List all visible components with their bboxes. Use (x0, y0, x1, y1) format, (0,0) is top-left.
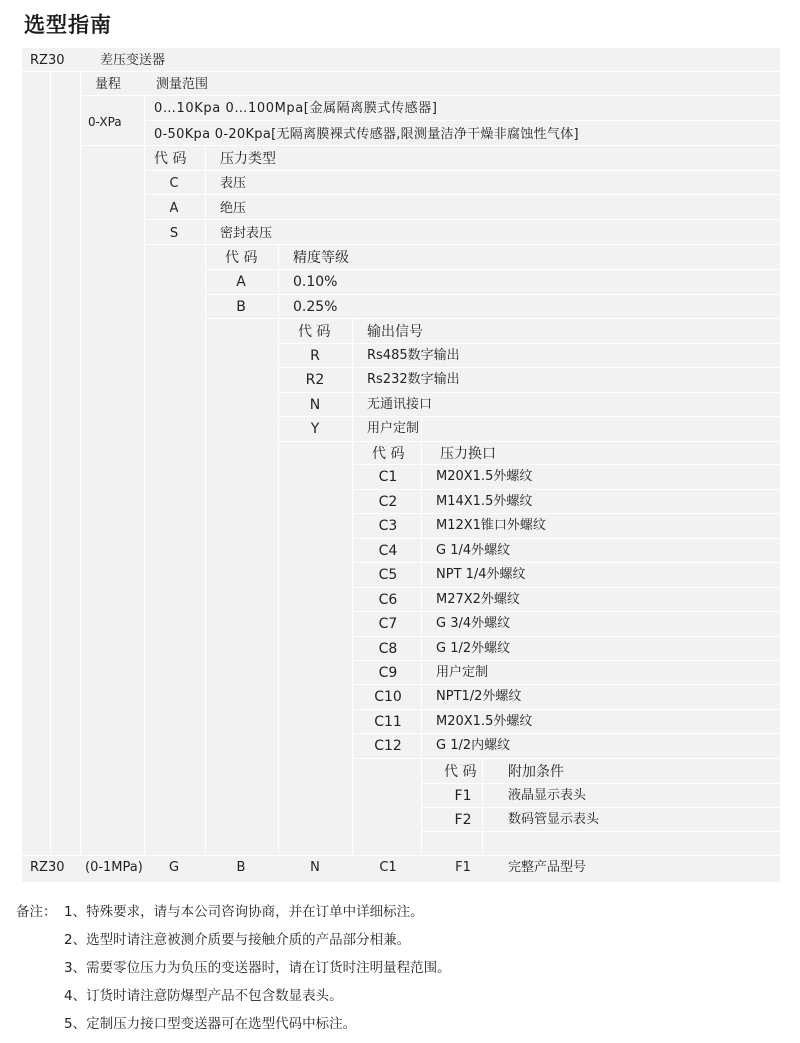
accuracy-header-code: 代 码 (225, 250, 258, 266)
connection-code: C6 (378, 592, 398, 608)
note-item: 1、特殊要求，请与本公司咨询协商，并在订单中详细标注。 (64, 904, 424, 920)
output-code: N (309, 397, 321, 413)
connection-code: C8 (378, 641, 398, 657)
example-output: N (310, 860, 320, 875)
pressure-type-label: 表压 (220, 176, 247, 191)
connection-code: C10 (374, 689, 402, 705)
connection-header-desc: 压力换口 (440, 446, 496, 462)
example-connection: C1 (379, 860, 397, 875)
connection-code: C7 (378, 616, 398, 632)
connection-label: M14X1.5外螺纹 (436, 494, 533, 509)
selection-table (22, 48, 780, 882)
connection-header-code: 代 码 (372, 446, 405, 462)
connection-label: M12X1锥口外螺纹 (436, 518, 546, 533)
range-item: 0-50Kpa 0-20Kpa[无隔离膜裸式传感器,限测量洁净干燥非腐蚀性气体] (154, 127, 579, 142)
connection-code: C5 (378, 567, 398, 583)
connection-label: G 1/4外螺纹 (436, 543, 511, 558)
pressure-type-code: S (169, 226, 179, 241)
connection-code: C12 (374, 738, 402, 754)
pressure-type-header-code: 代 码 (154, 151, 187, 167)
note-item: 4、订货时请注意防爆型产品不包含数显表头。 (64, 988, 343, 1004)
extra-code: F1 (454, 788, 472, 804)
product-name: 差压变送器 (100, 53, 166, 68)
output-label: Rs485数字输出 (367, 348, 460, 363)
product-code: RZ30 (30, 53, 65, 68)
output-code: Y (310, 421, 320, 437)
connection-label: 用户定制 (436, 665, 489, 680)
range-header-desc: 测量范围 (156, 77, 209, 92)
range-code: 0-XPa (88, 115, 122, 129)
connection-label: M20X1.5外螺纹 (436, 714, 533, 729)
connection-label: G 3/4外螺纹 (436, 616, 511, 631)
notes-label: 备注： (16, 904, 57, 920)
output-code: R (310, 348, 320, 364)
accuracy-code: B (236, 299, 246, 315)
output-label: Rs232数字输出 (367, 372, 460, 387)
example-extra: F1 (455, 860, 471, 875)
extra-label: 液晶显示表头 (508, 788, 587, 803)
output-label: 用户定制 (367, 421, 420, 436)
accuracy-label: 0.25% (293, 299, 338, 315)
pressure-type-code: C (169, 176, 179, 191)
accuracy-label: 0.10% (293, 274, 338, 290)
connection-code: C1 (378, 469, 398, 485)
connection-label: M27X2外螺纹 (436, 592, 520, 607)
example-full-model-label: 完整产品型号 (508, 860, 587, 875)
connection-label: NPT 1/4外螺纹 (436, 567, 526, 582)
output-header-desc: 输出信号 (367, 324, 423, 340)
note-item: 2、选型时请注意被测介质要与接触介质的产品部分相兼。 (64, 932, 411, 948)
example-product-code: RZ30 (30, 860, 65, 875)
connection-code: C3 (378, 518, 398, 534)
pressure-type-label: 密封表压 (220, 226, 273, 241)
page-title: 选型指南 (24, 13, 112, 37)
accuracy-header-desc: 精度等级 (293, 250, 349, 266)
pressure-type-label: 绝压 (220, 201, 247, 216)
accuracy-code: A (236, 274, 246, 290)
pressure-type-code: A (169, 201, 179, 216)
example-pressure-type: G (168, 860, 180, 875)
example-range: (0-1MPa) (85, 860, 143, 875)
example-accuracy: B (236, 860, 246, 875)
extra-code: F2 (454, 812, 472, 828)
connection-label: G 1/2内螺纹 (436, 738, 511, 753)
connection-code: C4 (378, 543, 398, 559)
connection-code: C11 (374, 714, 402, 730)
output-header-code: 代 码 (298, 324, 331, 340)
output-code: R2 (305, 372, 325, 388)
connection-label: NPT1/2外螺纹 (436, 689, 522, 704)
connection-label: G 1/2外螺纹 (436, 641, 511, 656)
note-item: 5、定制压力接口型变送器可在选型代码中标注。 (64, 1016, 357, 1032)
pressure-type-header-desc: 压力类型 (220, 151, 276, 167)
range-item: 0…10Kpa 0…100Mpa[金属隔离膜式传感器] (154, 101, 438, 116)
extra-header-code: 代 码 (444, 764, 477, 780)
connection-code: C9 (378, 665, 398, 681)
connection-code: C2 (378, 494, 398, 510)
output-label: 无通讯接口 (367, 397, 433, 412)
extra-header-desc: 附加条件 (508, 764, 564, 780)
connection-label: M20X1.5外螺纹 (436, 469, 533, 484)
note-item: 3、需要零位压力为负压的变送器时，请在订货时注明量程范围。 (64, 960, 451, 976)
range-header-code: 量程 (95, 77, 122, 92)
extra-label: 数码管显示表头 (508, 812, 600, 827)
